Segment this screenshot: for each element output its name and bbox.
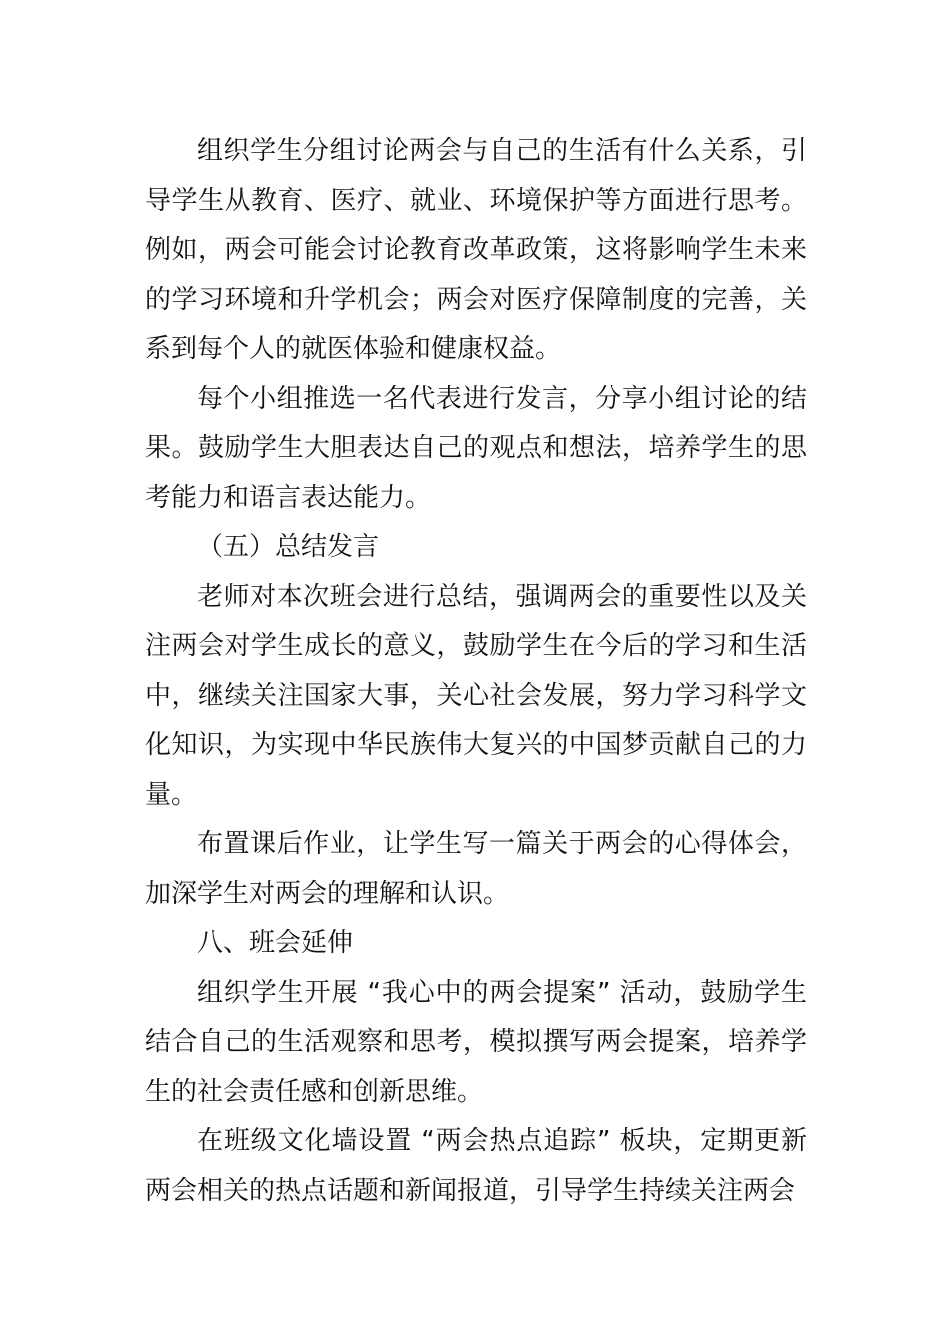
paragraph-teacher-summary: 老师对本次班会进行总结，强调两会的重要性以及关注两会对学生成长的意义，鼓励学生在今后的学习和生活中，继续关注国家大事，关心社会发展，努力学习科学文化知识，为实现中华民族伟大复兴的中国梦贡献自己的力量。 [145, 581, 807, 810]
paragraph-group-representative: 每个小组推选一名代表进行发言，分享小组讨论的结果。鼓励学生大胆表达自己的观点和想法，培养学生的思考能力和语言表达能力。 [145, 383, 807, 513]
paragraph-proposal-activity: 组织学生开展 “我心中的两会提案” 活动，鼓励学生结合自己的生活观察和思考，模拟撰写两会提案，培养学生的社会责任感和创新思维。 [145, 977, 807, 1107]
section-heading-extension: 八、班会延伸 [197, 928, 354, 958]
paragraph-homework: 布置课后作业，让学生写一篇关于两会的心得体会，加深学生对两会的理解和认识。 [145, 829, 807, 909]
paragraph-group-discussion: 组织学生分组讨论两会与自己的生活有什么关系，引导学生从教育、医疗、就业、环境保护等方面进行思考。例如，两会可能会讨论教育改革政策，这将影响学生未来的学习环境和升学机会；两会对医疗保障制度的完善，关系到每个人的就医体验和健康权益。 [145, 136, 807, 364]
document-body [145, 127, 807, 1216]
paragraph-culture-wall: 在班级文化墙设置 “两会热点追踪” 板块，定期更新两会相关的热点话题和新闻报道，引导学生持续关注两会 [145, 1126, 807, 1206]
section-heading-summary: （五）总结发言 [197, 532, 380, 562]
